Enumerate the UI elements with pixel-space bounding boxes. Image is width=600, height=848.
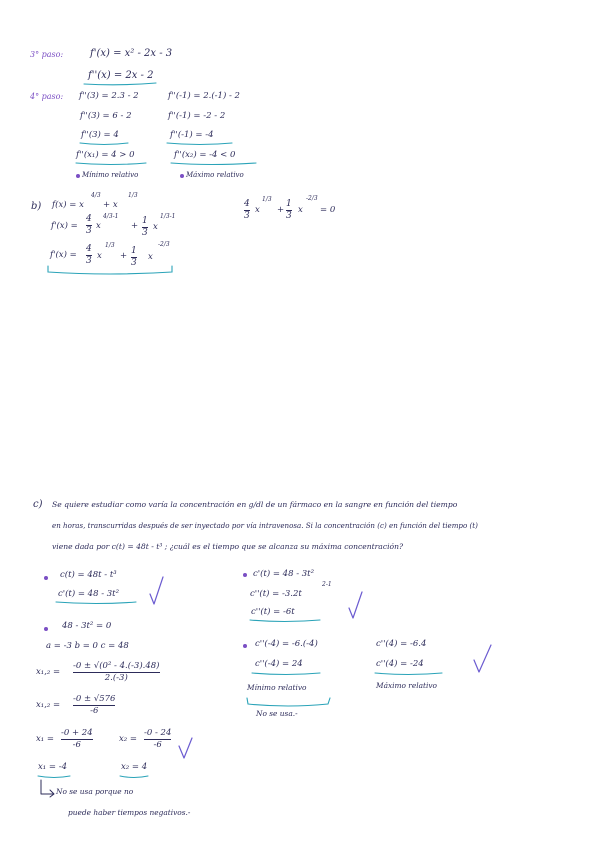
underline	[120, 776, 148, 778]
c-equation-zero: 48 - 3t² = 0	[62, 621, 112, 631]
underline	[84, 83, 156, 85]
c-quad1-fraction: -0 ± √(0² - 4.(-3).48) 2.(-3)	[73, 661, 160, 683]
part-b-d1-frac2: 1 3	[142, 216, 148, 239]
c-first-derivative-left: c'(t) = 48 - 3t²	[58, 589, 119, 599]
paso4-left-line-4: f''(x₁) = 4 > 0	[76, 150, 135, 160]
part-b-function-plus: + x	[103, 200, 118, 210]
check-icon	[150, 577, 163, 604]
paso4-left-line-2: f''(3) = 6 - 2	[80, 111, 132, 121]
underline	[375, 673, 442, 675]
part-b-eq-exp2: -2/3	[306, 195, 318, 202]
underline	[38, 776, 70, 778]
paso4-right-line-4: f''(x₂) = -4 < 0	[174, 150, 236, 160]
part-b-d1-x2: x	[153, 222, 158, 232]
part-c-statement-line-3: viene dada por c(t) = 48t - t³ ; ¿cuál es el tiempo que se alcanza su máxima concentración?	[52, 542, 404, 551]
c-quad2-lhs: x₁,₂ =	[36, 700, 61, 710]
underline	[171, 163, 256, 165]
c-quad2-fraction: -0 ± √576 -6	[73, 694, 116, 716]
part-b-function: f(x) = x	[52, 200, 84, 210]
part-c-statement-line-1: Se quiere estudiar como varía la concentración en g/dl de un fármaco en la sangre en función del tiempo	[52, 500, 458, 509]
part-b-d1-lhs: f'(x) =	[51, 221, 78, 231]
paso4-right-line-3: f''(-1) = -4	[170, 130, 214, 140]
part-b-d1-frac1: 4 3	[86, 214, 92, 237]
paso4-left-line-1: f''(3) = 2.3 - 2	[79, 91, 139, 101]
part-b-d2-exp2: -2/3	[158, 241, 170, 248]
underline	[80, 143, 128, 145]
c-second-derivative-step: c''(t) = -3.2t	[250, 589, 302, 599]
part-b-function-exp1: 4/3	[91, 192, 101, 199]
part-b-d1-plus: +	[131, 221, 139, 231]
c-x1-value: x₁ = -4	[38, 762, 68, 772]
part-b-d2-x1: x	[97, 251, 102, 261]
part-b-eq-exp1: 1/3	[262, 196, 272, 203]
c-x2-lhs: x₂ =	[119, 734, 138, 744]
paso4-left-line-3: f''(3) = 4	[81, 130, 119, 140]
c-first-derivative-right: c'(t) = 48 - 3t²	[253, 569, 314, 579]
c-note-line-2: puede haber tiempos negativos.-	[68, 808, 191, 817]
part-b-eq-frac1: 4 3	[244, 199, 250, 222]
underline	[250, 620, 320, 622]
c-x2-value: x₂ = 4	[121, 762, 148, 772]
c-minimo-label: Mínimo relativo	[247, 683, 307, 692]
part-b-d2-exp1: 1/3	[105, 242, 115, 249]
part-b-d2-frac2: 1 3	[131, 246, 137, 269]
part-b-eq-rhs: = 0	[320, 205, 336, 215]
c-eval-neg-step: c''(-4) = -6.(-4)	[255, 639, 318, 649]
check-icon	[179, 738, 192, 758]
part-b-eq-x2: x	[298, 205, 303, 215]
part-c-statement-line-2: en horas, transcurridas después de ser inyectado por vía intravenosa. Si la concentración (c) en función del tiempo (t)	[52, 521, 478, 530]
c-x2-fraction: -0 - 24 -6	[144, 728, 172, 750]
paso3-first-derivative: f'(x) = x² - 2x - 3	[90, 48, 173, 59]
part-b-d2-plus: +	[120, 251, 128, 261]
c-second-derivative: c''(t) = -6t	[251, 607, 295, 617]
part-b-d2-frac1: 4 3	[86, 244, 92, 267]
part-b-d2-x2: x	[148, 252, 153, 262]
c-function: c(t) = 48t - t³	[60, 570, 117, 580]
underline-bracket	[247, 698, 330, 706]
part-b-d1-exp2: 1/3-1	[160, 213, 176, 220]
part-b-function-exp2: 1/3	[128, 192, 138, 199]
underline	[252, 673, 320, 675]
c-no-se-usa: No se usa.-	[256, 709, 298, 718]
part-b-label: b)	[31, 201, 42, 212]
c-maximo-label: Máximo relativo	[376, 681, 437, 690]
part-b-d1-x1: x	[96, 221, 101, 231]
paso4-right-line-2: f''(-1) = -2 - 2	[168, 111, 226, 121]
paso3-second-derivative: f''(x) = 2x - 2	[88, 70, 154, 81]
underline	[167, 143, 232, 145]
c-coefficients: a = -3 b = 0 c = 48	[46, 641, 129, 651]
paso4-right-line-1: f''(-1) = 2.(-1) - 2	[168, 91, 240, 101]
check-icon	[474, 645, 491, 672]
c-eval-pos-result: c''(4) = -24	[376, 659, 424, 669]
part-b-eq-x1: x	[255, 205, 260, 215]
paso4-left-result: Mínimo relativo	[82, 171, 139, 179]
underline	[76, 163, 146, 165]
underline-bracket	[48, 266, 172, 274]
c-x1-fraction: -0 + 24 -6	[61, 728, 93, 750]
c-eval-neg-result: c''(-4) = 24	[255, 659, 303, 669]
check-icon	[349, 592, 362, 618]
c-second-derivative-exp: 2-1	[322, 581, 332, 588]
c-x1-lhs: x₁ =	[36, 734, 55, 744]
paso4-right-result: Máximo relativo	[186, 171, 244, 179]
paso4-label: 4° paso:	[30, 92, 64, 101]
c-eval-pos-step: c''(4) = -6.4	[376, 639, 427, 649]
part-c-label: c)	[33, 499, 43, 510]
part-b-d2-lhs: f'(x) =	[50, 250, 77, 260]
underline	[56, 602, 136, 604]
paso3-label: 3° paso:	[30, 50, 64, 59]
arrow-icon	[41, 780, 54, 797]
c-note-line-1: No se usa porque no	[56, 787, 134, 796]
c-quad1-lhs: x₁,₂ =	[36, 667, 61, 677]
part-b-eq-frac2: 1 3	[286, 199, 292, 222]
part-b-eq-plus: +	[277, 205, 285, 215]
part-b-d1-exp1: 4/3-1	[103, 213, 119, 220]
